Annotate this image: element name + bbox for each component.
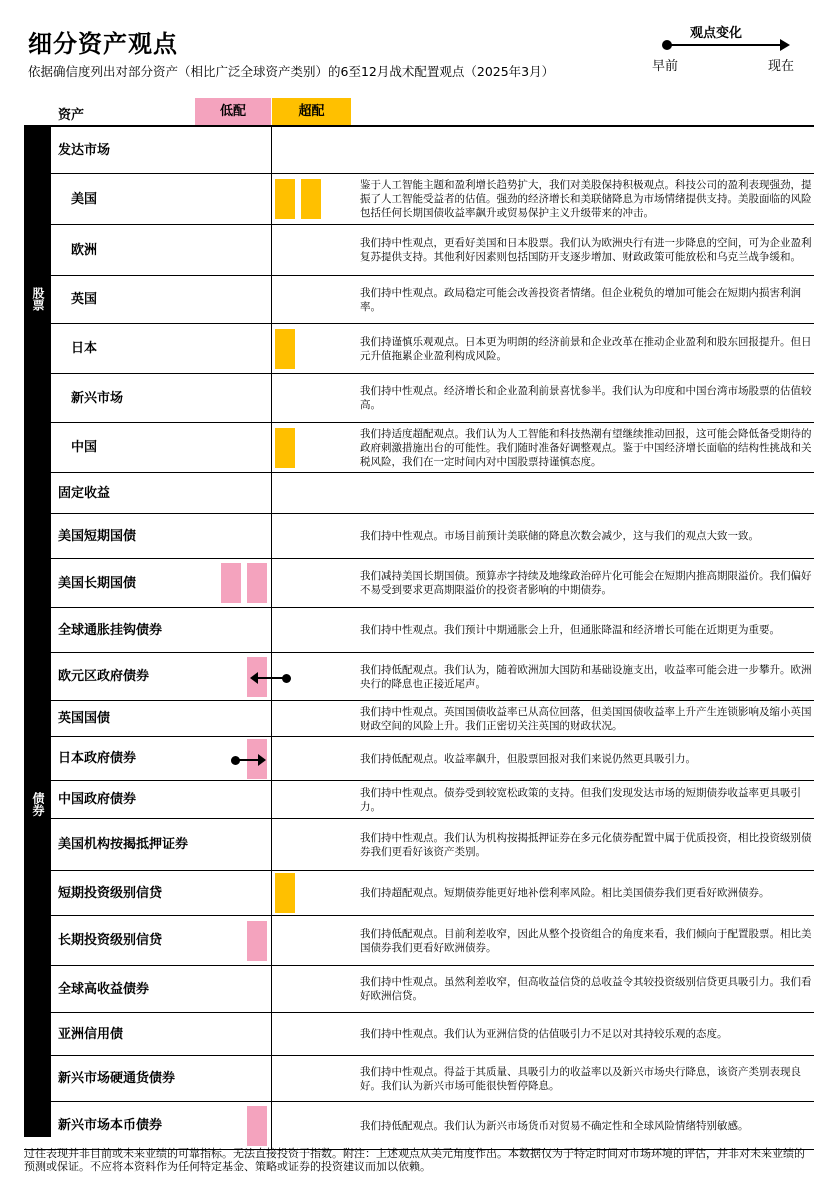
asset-name: 美国长期国债	[58, 575, 137, 591]
table-row	[24, 423, 814, 473]
asset-name: 长期投资级别信贷	[58, 933, 163, 948]
asset-name: 美国机构按揭抵押证券	[58, 837, 189, 852]
legend-early-label: 早前	[652, 59, 679, 74]
view-change-arrow	[257, 677, 287, 679]
view-text: 我们持超配观点。短期债券能更好地补偿利率风险。相比美国债券我们更看好欧洲债券。	[360, 887, 770, 899]
section-label-equity: 股票	[24, 127, 51, 470]
neutral-axis	[271, 781, 272, 818]
prior-view-dot	[282, 674, 291, 683]
arrow-right-icon	[258, 754, 266, 766]
table-row	[24, 871, 814, 916]
arrow-right-icon	[780, 39, 790, 51]
asset-name: 欧元区政府债券	[58, 669, 150, 684]
asset-name: 中国	[71, 440, 98, 455]
neutral-axis	[271, 1102, 272, 1149]
asset-name: 发达市场	[58, 142, 111, 158]
view-text: 我们持适度超配观点。我们认为人工智能和科技热潮有望继续推动回报，这可能会降低备受期待的政府刺激措施出台的可能性。我们随时准备好调整观点。鉴于中国经济增长面临的结构性挑战和关税风险，我们在一定时间内对中国股票持谨慎态度。	[360, 427, 812, 468]
table-row	[24, 127, 814, 174]
view-text: 我们持中性观点。我们认为亚洲信贷的估值吸引力不足以对其持较乐观的态度。	[360, 1028, 728, 1040]
view-text: 我们持低配观点。目前利差收窄，因此从整个投资组合的角度来看，我们倾向于配置股票。相比美国债券我们更看好欧洲债券。	[360, 927, 812, 954]
table-row	[24, 559, 814, 608]
view-text: 我们持低配观点。我们认为新兴市场货币对贸易不确定性和全球风险情绪特别敏感。	[360, 1119, 749, 1132]
asset-name: 日本	[71, 341, 98, 356]
neutral-axis	[271, 174, 272, 224]
view-text: 我们持中性观点。英国国债收益率已从高位回落，但美国国债收益率上升产生连锁影响及缩小英国财政空间的风险上升。我们正密切关注英国的财政状况。	[360, 705, 812, 732]
overweight-bar	[301, 179, 321, 219]
asset-name: 亚洲信用债	[58, 1026, 124, 1042]
table-row	[24, 737, 814, 781]
neutral-axis	[271, 559, 272, 607]
view-text: 我们持中性观点。虽然利差收窄，但高收益信贷的总收益令其较投资级别信贷更具吸引力。我们看好欧洲信贷。	[360, 976, 812, 1002]
asset-name: 英国	[71, 292, 98, 307]
asset-name: 全球高收益债券	[58, 981, 150, 997]
table-row	[24, 1056, 814, 1102]
header-underweight: 低配	[195, 98, 271, 125]
neutral-axis	[271, 514, 272, 558]
header-overweight: 超配	[272, 98, 351, 125]
legend-now-label: 现在	[768, 59, 795, 74]
view-text: 我们持中性观点。经济增长和企业盈利前景喜忧参半。我们认为印度和中国台湾市场股票的估值较高。	[360, 385, 812, 411]
view-text: 鉴于人工智能主题和盈利增长趋势扩大，我们对美股保持积极观点。科技公司的盈利表现强劲，提振了人工智能受益者的估值。强劲的经济增长和美联储降息为市场情绪提供支持。美股面临的风险包括任何长期国债收益率飙升或贸易保护主义升级带来的冲击。	[360, 179, 812, 219]
neutral-axis	[271, 423, 272, 472]
table-row	[24, 225, 814, 276]
asset-name: 中国政府债券	[58, 792, 137, 807]
asset-name: 短期投资级别信贷	[58, 885, 163, 901]
footer-disclaimer: 过往表现并非目前或未来业绩的可靠指标。无法直接投资于指数。附注：上述观点从美元角度作出。本数据仅为于特定时间对市场环境的评估，并非对未来业绩的预测或保证。不应将本资料作为任何特定基金、策略或证券的投资建议而加以依赖。	[24, 1147, 805, 1173]
asset-name: 新兴市场硬通货债券	[58, 1071, 176, 1086]
table-row	[24, 514, 814, 559]
view-text: 我们持中性观点。得益于其质量、具吸引力的收益率以及新兴市场央行降息，该资产类别表现良好。我们认为新兴市场可能很快暂停降息。	[360, 1065, 801, 1092]
view-change-arrow	[235, 759, 259, 761]
table-row	[24, 701, 814, 737]
overweight-bar	[275, 873, 295, 913]
table-row	[24, 608, 814, 653]
neutral-axis	[271, 473, 272, 513]
neutral-axis	[271, 737, 272, 780]
neutral-axis	[271, 819, 272, 870]
table-row	[24, 276, 814, 324]
page-subtitle: 依据确信度列出对部分资产（相比广泛全球资产类别）的6至12月战术配置观点（2025年3月）	[28, 64, 555, 79]
table-row	[24, 1102, 814, 1150]
neutral-axis	[271, 324, 272, 373]
neutral-axis	[271, 916, 272, 965]
neutral-axis	[271, 966, 272, 1012]
view-text	[360, 127, 814, 173]
underweight-bar	[247, 921, 267, 961]
underweight-bar	[247, 1106, 267, 1146]
table-row	[24, 781, 814, 819]
overweight-bar	[275, 329, 295, 369]
view-text: 我们持低配观点。我们认为，随着欧洲加大国防和基础设施支出，收益率可能会进一步攀升。欧洲央行的降息也正接近尾声。	[360, 663, 812, 690]
table-row	[24, 473, 814, 514]
view-text: 我们持中性观点，更看好美国和日本股票。我们认为欧洲央行有进一步降息的空间，可为企业盈利复苏提供支持。其他利好因素则包括国防开支逐步增加、财政政策可能放松和乌克兰战争缓和。	[360, 237, 812, 263]
table-row	[24, 966, 814, 1013]
neutral-axis	[271, 701, 272, 736]
neutral-axis	[271, 374, 272, 422]
asset-name: 新兴市场本币债券	[58, 1118, 163, 1133]
view-text: 我们持谨慎乐观观点。日本更为明朗的经济前景和企业改革在推动企业盈利和股东回报提升。但日元升值拖累企业盈利构成风险。	[360, 335, 812, 362]
neutral-axis	[271, 1056, 272, 1101]
arrow-left-icon	[250, 672, 258, 684]
table-row	[24, 653, 814, 701]
neutral-axis	[271, 1013, 272, 1055]
neutral-axis	[271, 225, 272, 275]
table-row	[24, 324, 814, 374]
asset-name: 英国国债	[58, 711, 111, 726]
underweight-bar	[247, 563, 267, 603]
page-title: 细分资产观点	[28, 30, 178, 58]
view-text: 我们减持美国长期国债。预算赤字持续及地缘政治碎片化可能会在短期内推高期限溢价。我们偏好不易受到要求更高期限溢价的投资者影响的中期债券。	[360, 570, 812, 596]
underweight-bar	[221, 563, 241, 603]
table-row	[24, 916, 814, 966]
view-text: 我们持中性观点。债券受到较宽松政策的支持。但我们发现发达市场的短期债券收益率更具吸引力。	[360, 786, 801, 813]
asset-name: 固定收益	[58, 485, 111, 501]
table-row	[24, 374, 814, 423]
header-asset: 资产	[58, 108, 85, 123]
prior-view-dot	[231, 756, 240, 765]
table-row	[24, 819, 814, 871]
overweight-bar	[275, 428, 295, 468]
views-table	[24, 127, 814, 1150]
asset-name: 全球通胀挂钩债券	[58, 622, 163, 638]
legend-start-dot	[662, 40, 672, 50]
legend-arrow-line	[668, 44, 780, 46]
section-label-bond: 债券	[24, 470, 51, 1137]
asset-name: 新兴市场	[71, 390, 124, 406]
table-row	[24, 174, 814, 225]
asset-name: 日本政府债券	[58, 751, 137, 766]
legend-title: 观点变化	[690, 26, 743, 41]
neutral-axis	[271, 608, 272, 652]
table-row	[24, 1013, 814, 1056]
asset-name: 美国	[71, 191, 98, 207]
view-text: 我们持中性观点。市场目前预计美联储的降息次数会减少，这与我们的观点大致一致。	[360, 530, 759, 542]
view-text: 我们持中性观点。我们预计中期通胀会上升，但通胀降温和经济增长可能在近期更为重要。	[360, 624, 780, 636]
view-text: 我们持中性观点。我们认为机构按揭抵押证券在多元化债券配置中属于优质投资，相比投资级别债券我们更看好该资产类别。	[360, 831, 812, 858]
view-text: 我们持中性观点。政局稳定可能会改善投资者情绪。但企业税负的增加可能会在短期内损害利润率。	[360, 286, 801, 313]
neutral-axis	[271, 276, 272, 323]
overweight-bar	[275, 179, 295, 219]
asset-name: 美国短期国债	[58, 528, 137, 544]
neutral-axis	[271, 871, 272, 915]
neutral-axis	[271, 127, 272, 173]
asset-name: 欧洲	[71, 242, 98, 258]
view-text	[360, 473, 814, 513]
view-text: 我们持低配观点。收益率飙升，但股票回报对我们来说仍然更具吸引力。	[360, 752, 696, 765]
